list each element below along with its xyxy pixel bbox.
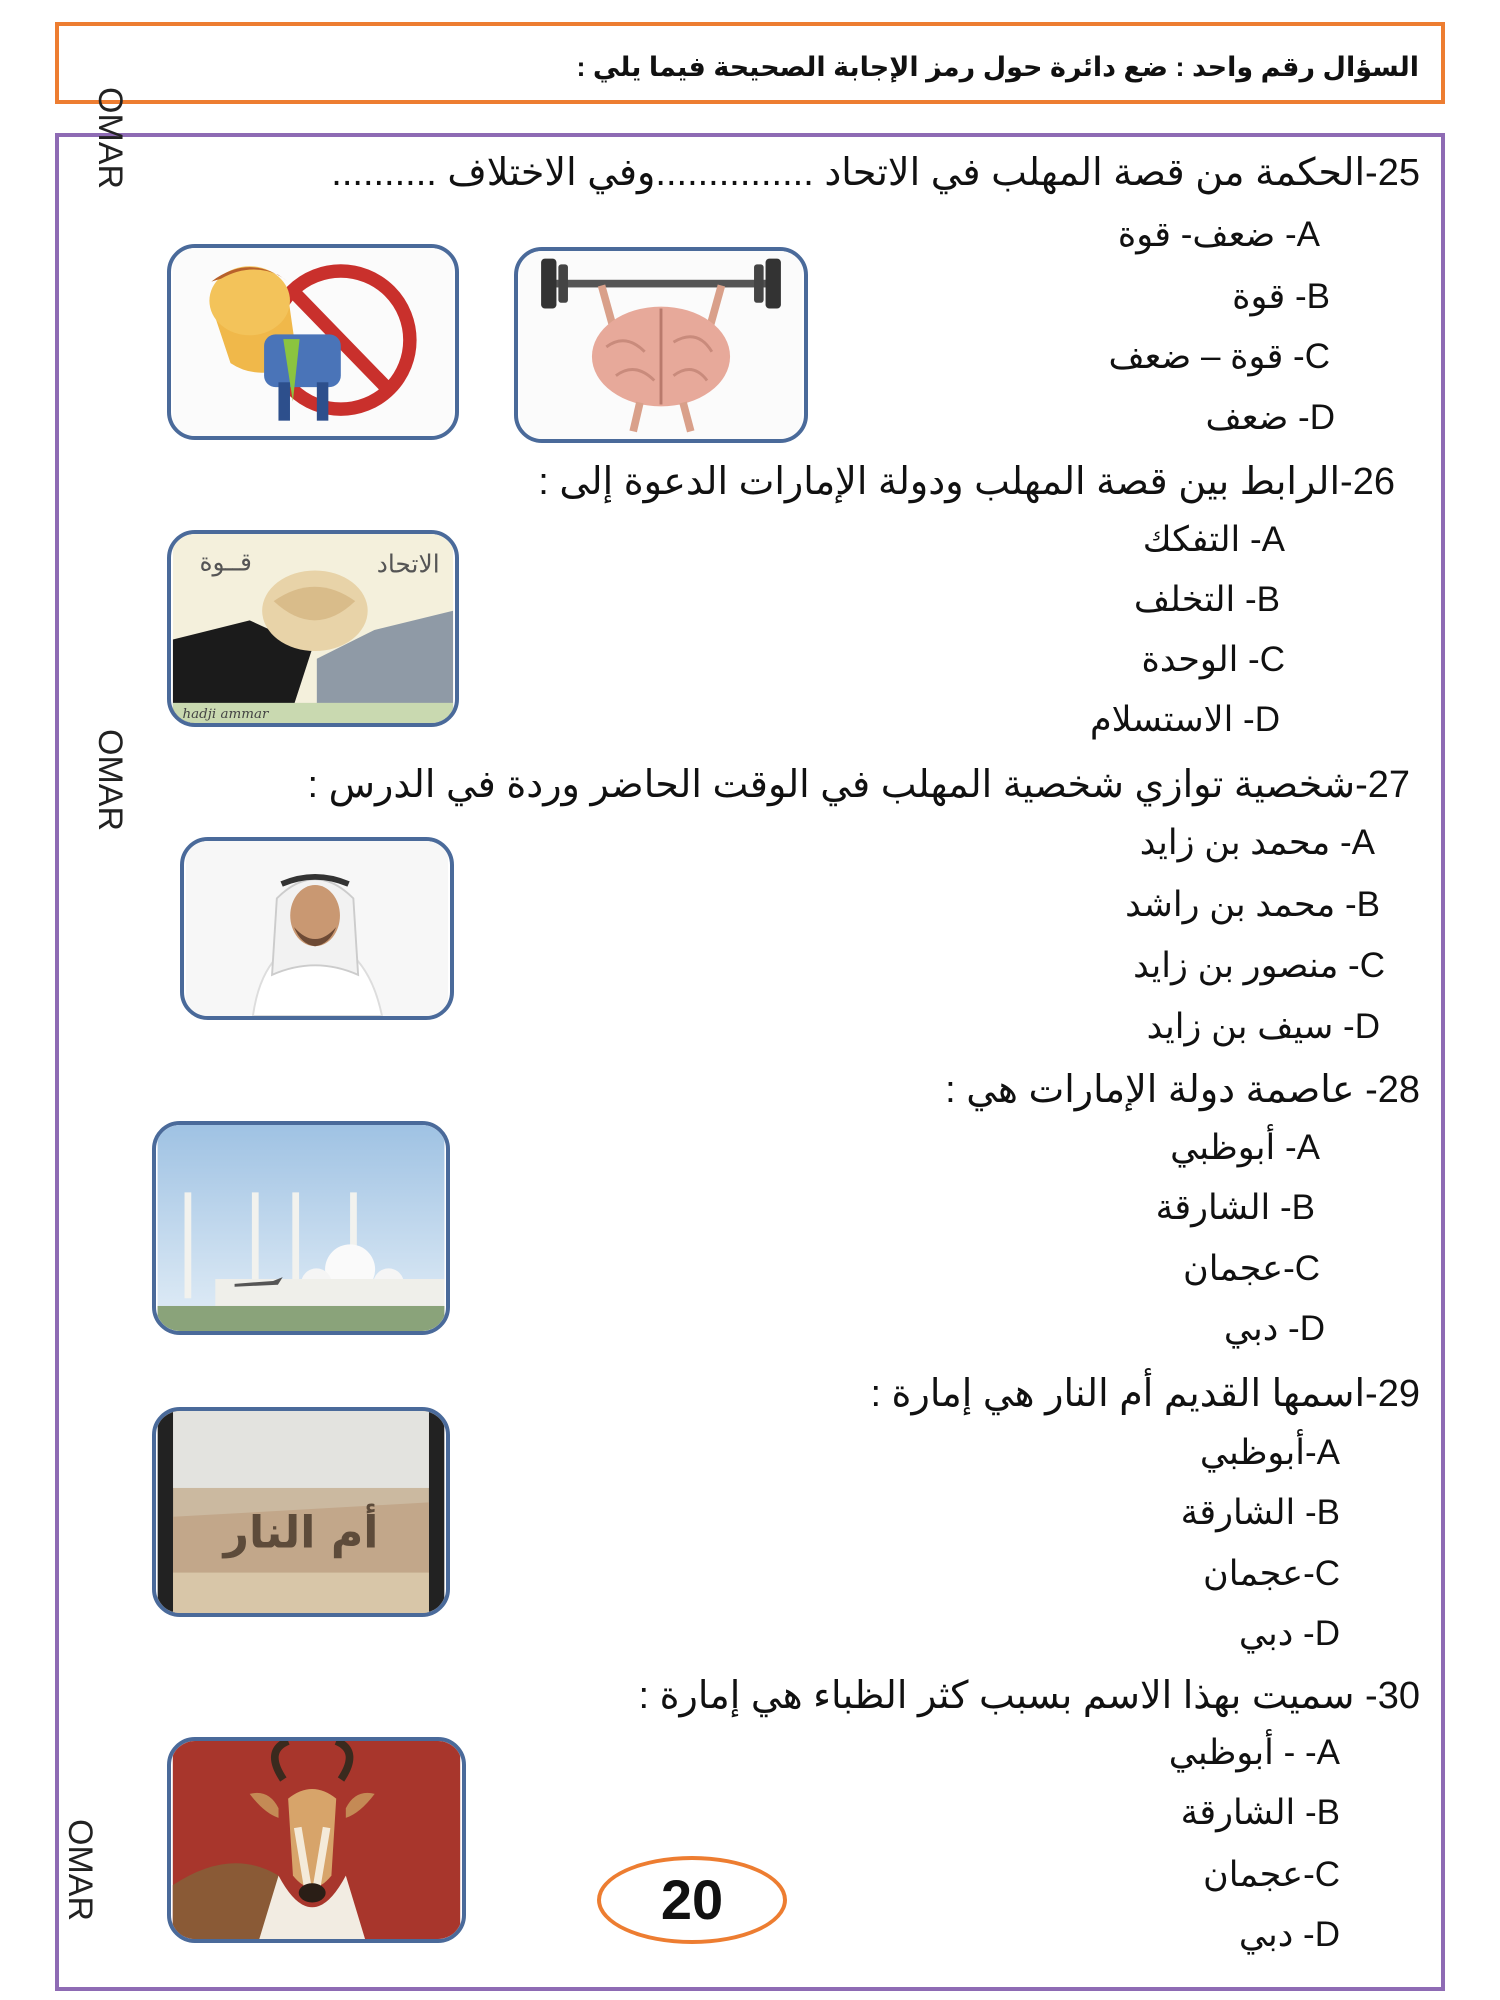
umm-al-nar-sign: أم النار	[223, 1507, 379, 1559]
question-27: 27-شخصية توازي شخصية المهلب في الوقت الحاضر وردة في الدرس :	[307, 764, 1410, 806]
question-26: 26-الرابط بين قصة المهلب ودولة الإمارات الدعوة إلى :	[538, 461, 1395, 503]
q26-option-b[interactable]: B- التخلف	[1133, 580, 1280, 619]
q30-option-a[interactable]: A- - أبوظبي	[1168, 1733, 1340, 1772]
q27-option-c[interactable]: C- منصور بن زايد	[1133, 946, 1385, 985]
q29-option-d[interactable]: D- دبي	[1238, 1614, 1340, 1653]
question-28: 28- عاصمة دولة الإمارات هي :	[945, 1069, 1420, 1111]
weak-man-image	[167, 244, 459, 440]
instruction-box	[55, 22, 1445, 104]
q26-option-d[interactable]: D- الاستسلام	[1089, 700, 1280, 739]
q28-option-c[interactable]: C-عجمان	[1182, 1249, 1320, 1288]
q30-option-b[interactable]: B- الشارقة	[1180, 1793, 1340, 1832]
watermark-top: OMAR	[91, 87, 129, 189]
q27-option-b[interactable]: B- محمد بن راشد	[1125, 885, 1380, 924]
strong-brain-image	[514, 247, 808, 443]
q27-option-a[interactable]: A- محمد بن زايد	[1139, 823, 1375, 862]
unity-word: الاتحاد	[376, 549, 440, 579]
grand-mosque-image	[152, 1121, 450, 1335]
unity-handshake-image	[167, 530, 459, 727]
q28-option-a[interactable]: A- أبوظبي	[1170, 1128, 1320, 1167]
watermark-bottom: OMAR	[61, 1819, 99, 1921]
q30-option-d[interactable]: D- دبي	[1238, 1915, 1340, 1954]
q28-option-b[interactable]: B- الشارقة	[1155, 1188, 1315, 1227]
q25-option-c[interactable]: C- قوة – ضعف	[1108, 337, 1330, 376]
q29-option-b[interactable]: B- الشارقة	[1180, 1493, 1340, 1532]
page-number: 20	[597, 1856, 787, 1944]
gazelle-image	[167, 1737, 466, 1943]
q25-option-d[interactable]: D- ضعف	[1205, 398, 1335, 437]
q30-option-c[interactable]: C-عجمان	[1202, 1855, 1340, 1894]
q28-option-d[interactable]: D- دبي	[1223, 1309, 1325, 1348]
q27-option-d[interactable]: D- سيف بن زايد	[1146, 1007, 1380, 1046]
q29-option-a[interactable]: A-أبوظبي	[1199, 1433, 1340, 1472]
question-29: 29-اسمها القديم أم النار هي إمارة :	[870, 1373, 1420, 1415]
q29-option-c[interactable]: C-عجمان	[1202, 1554, 1340, 1593]
question-25: 25-الحكمة من قصة المهلب في الاتحاد ...............وفي الاختلاف ..........	[331, 152, 1420, 194]
question-30: 30- سميت بهذا الاسم بسبب كثر الظباء هي إمارة :	[638, 1675, 1420, 1717]
q25-option-a[interactable]: A- ضعف- قوة	[1117, 215, 1320, 254]
q25-option-b[interactable]: B- قوة	[1232, 277, 1330, 316]
sheikh-portrait-image	[180, 837, 454, 1020]
umm-al-nar-image	[152, 1407, 450, 1617]
watermark-middle: OMAR	[91, 729, 129, 831]
strength-word: قــوة	[199, 547, 252, 577]
q26-option-a[interactable]: A- التفكك	[1142, 520, 1285, 559]
q26-option-c[interactable]: C- الوحدة	[1141, 640, 1285, 679]
author-tag: hadji ammar	[182, 707, 269, 723]
instruction-text: السؤال رقم واحد : ضع دائرة حول رمز الإجابة الصحيحة فيما يلي :	[576, 52, 1419, 82]
